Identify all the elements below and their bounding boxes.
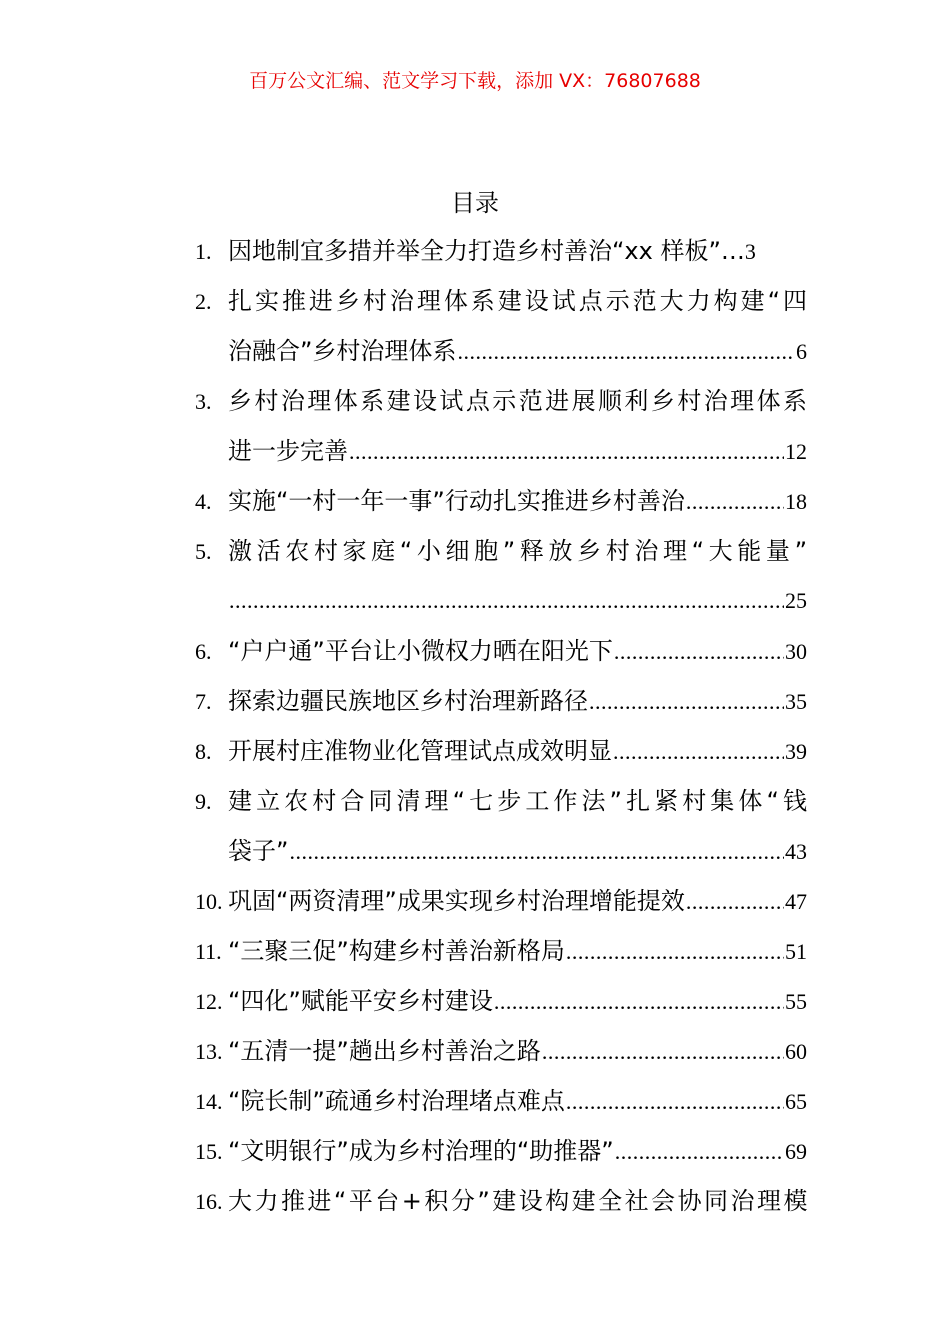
toc-entry[interactable] bbox=[195, 1126, 807, 1176]
toc-entry-number: 5. bbox=[195, 539, 212, 564]
toc-entry[interactable] bbox=[195, 976, 807, 1026]
toc-entry-title: “院长制”疏通乡村治理堵点难点 bbox=[228, 1087, 565, 1115]
toc-leader-dots bbox=[686, 877, 784, 927]
toc-entry-number: 15. bbox=[195, 1139, 223, 1164]
toc-leader-dots bbox=[686, 477, 784, 527]
toc-entry-number: 1. bbox=[195, 239, 212, 264]
toc-entry-page: 18 bbox=[785, 489, 807, 514]
toc-entry-number: 14. bbox=[195, 1089, 223, 1114]
toc-entry-page: 69 bbox=[785, 1139, 807, 1164]
toc-entry-title: “文明银行”成为乡村治理的“助推器” bbox=[228, 1137, 614, 1165]
toc-leader-dots bbox=[614, 627, 784, 677]
toc-entry[interactable] bbox=[195, 726, 807, 776]
toc-leader-dots bbox=[542, 1027, 784, 1077]
toc-entry-title: 巩固“两资清理”成果实现乡村治理增能提效 bbox=[228, 887, 685, 915]
toc-entry-page: 55 bbox=[785, 989, 807, 1014]
toc-entry-title: “四化”赋能平安乡村建设 bbox=[228, 987, 493, 1015]
toc-entry-title: 乡村治理体系建设试点示范进展顺利乡村治理体系 bbox=[228, 387, 807, 415]
toc-entry-number: 11. bbox=[195, 939, 222, 964]
toc-entry-page: 43 bbox=[785, 839, 807, 864]
toc-entry[interactable] bbox=[195, 776, 807, 876]
toc-entry[interactable] bbox=[195, 1176, 807, 1226]
toc-leader-dots bbox=[229, 576, 784, 626]
toc-entry[interactable] bbox=[195, 926, 807, 976]
page-title: 目录 bbox=[451, 189, 499, 217]
table-of-contents bbox=[195, 226, 807, 1226]
toc-entry-number: 13. bbox=[195, 1039, 223, 1064]
toc-entry-page: 30 bbox=[785, 639, 807, 664]
toc-entry-number: 12. bbox=[195, 989, 223, 1014]
toc-entry-title-continued: 袋子” bbox=[228, 837, 289, 865]
toc-leader-dots bbox=[289, 827, 784, 877]
toc-entry[interactable] bbox=[195, 376, 807, 476]
toc-entry-page: 25 bbox=[785, 588, 807, 613]
toc-entry-title: 激活农村家庭“小细胞”释放乡村治理“大能量” bbox=[228, 537, 807, 565]
toc-entry-page: 35 bbox=[785, 689, 807, 714]
toc-entry[interactable] bbox=[195, 626, 807, 676]
toc-leader-dots bbox=[566, 1077, 784, 1127]
toc-entry-number: 10. bbox=[195, 889, 223, 914]
toc-entry-page: 12 bbox=[785, 439, 807, 464]
toc-entry-number: 9. bbox=[195, 789, 212, 814]
toc-entry-title: “五清一提”趟出乡村善治之路 bbox=[228, 1037, 541, 1065]
toc-entry-title: 开展村庄准物业化管理试点成效明显 bbox=[228, 737, 612, 765]
toc-entry-title: 探索边疆民族地区乡村治理新路径 bbox=[228, 687, 588, 715]
toc-entry-page: 47 bbox=[785, 889, 807, 914]
toc-entry[interactable] bbox=[195, 876, 807, 926]
toc-entry-page: 65 bbox=[785, 1089, 807, 1114]
toc-entry[interactable] bbox=[195, 226, 807, 276]
toc-leader-dots bbox=[457, 327, 795, 377]
toc-entry-page: 39 bbox=[785, 739, 807, 764]
toc-entry-title-continued: 进一步完善 bbox=[228, 437, 348, 465]
toc-entry[interactable] bbox=[195, 1026, 807, 1076]
toc-entry-title: 建立农村合同清理“七步工作法”扎紧村集体“钱 bbox=[228, 787, 807, 815]
toc-entry-number: 3. bbox=[195, 389, 212, 414]
toc-leader-dots bbox=[589, 677, 784, 727]
toc-leader-dots bbox=[566, 927, 784, 977]
toc-entry-title: 实施“一村一年一事”行动扎实推进乡村善治 bbox=[228, 487, 685, 515]
toc-entry-page: 3 bbox=[744, 239, 756, 264]
toc-entry[interactable] bbox=[195, 526, 807, 626]
toc-entry-title: “三聚三促”构建乡村善治新格局 bbox=[228, 937, 565, 965]
toc-entry-title-continued: 治融合”乡村治理体系 bbox=[228, 337, 457, 365]
toc-leader-dots bbox=[615, 1127, 784, 1177]
toc-leader-dots bbox=[613, 727, 784, 777]
toc-entry[interactable] bbox=[195, 476, 807, 526]
toc-entry-number: 6. bbox=[195, 639, 212, 664]
toc-entry[interactable] bbox=[195, 276, 807, 376]
toc-entry[interactable] bbox=[195, 1076, 807, 1126]
toc-entry-number: 7. bbox=[195, 689, 212, 714]
toc-entry-page: 60 bbox=[785, 1039, 807, 1064]
toc-entry-number: 8. bbox=[195, 739, 212, 764]
toc-entry-number: 16. bbox=[195, 1189, 223, 1214]
toc-entry[interactable] bbox=[195, 676, 807, 726]
toc-entry-page: 6 bbox=[796, 339, 807, 364]
toc-leader-dots bbox=[494, 977, 784, 1027]
toc-entry-title: “户户通”平台让小微权力晒在阳光下 bbox=[228, 637, 613, 665]
watermark-header: 百万公文汇编、范文学习下载，添加 VX：76807688 bbox=[249, 70, 701, 92]
toc-entry-page: 51 bbox=[785, 939, 807, 964]
toc-entry-number: 4. bbox=[195, 489, 212, 514]
toc-leader-dots bbox=[349, 427, 784, 477]
toc-entry-title: 大力推进“平台+积分”建设构建全社会协同治理模 bbox=[228, 1187, 807, 1215]
toc-entry-title: 扎实推进乡村治理体系建设试点示范大力构建“四 bbox=[228, 287, 807, 315]
toc-entry-title: 因地制宜多措并举全力打造乡村善治“xx 样板”… bbox=[228, 237, 745, 265]
toc-entry-number: 2. bbox=[195, 289, 212, 314]
